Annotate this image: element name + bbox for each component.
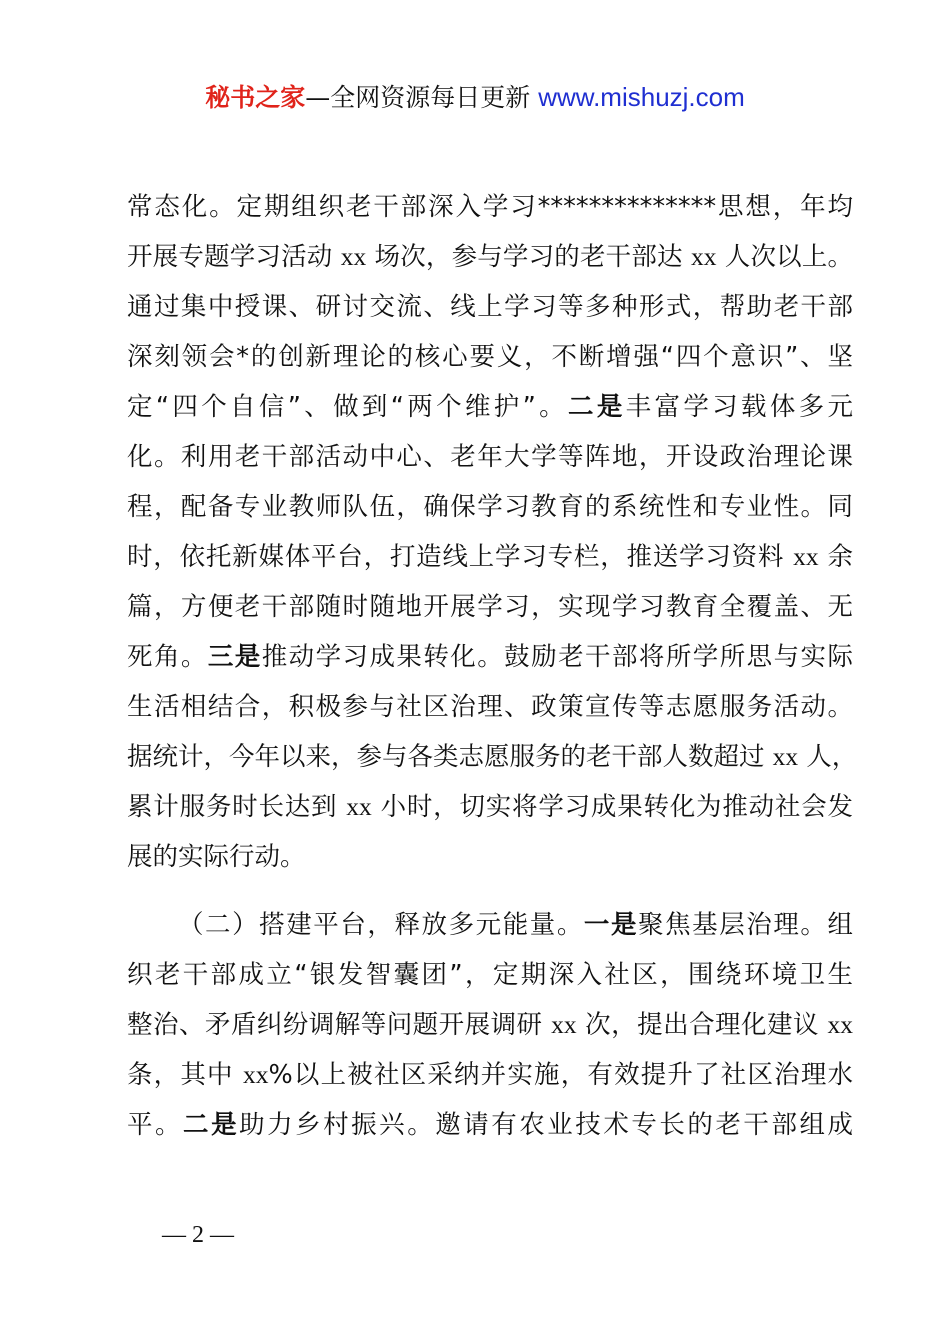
text-line [127, 1100, 853, 1150]
text-line [127, 832, 853, 882]
text-segment: 推动学习成果转化。鼓励老干部将所学所思与实际 [261, 642, 853, 672]
text-segment: 整治、矛盾纠纷调解等问题开展调研 xx 次，提出合理化建议 xx [127, 1010, 853, 1040]
text-segment: （二）搭建平台，释放多元能量。 [178, 910, 584, 940]
text-segment: 展的实际行动。 [127, 842, 306, 872]
text-segment: 助力乡村振兴。邀请有农业技术专长的老干部组成 [239, 1110, 853, 1140]
text-segment: 开展专题学习活动 xx 场次，参与学习的老干部达 xx 人次以上。 [127, 242, 853, 272]
brand-name: 秘书之家 [205, 83, 306, 112]
text-line [127, 382, 853, 432]
text-segment: 化。利用老干部活动中心、老年大学等阵地，开设政治理论课 [127, 442, 853, 472]
text-line [127, 632, 853, 682]
text-segment: 条，其中 xx%以上被社区采纳并实施，有效提升了社区治理水 [127, 1060, 854, 1090]
text-segment: 通过集中授课、研讨交流、线上学习等多种形式，帮助老干部 [127, 292, 853, 322]
page-header [0, 80, 950, 115]
text-segment: 生活相结合，积极参与社区治理、政策宣传等志愿服务活动。 [127, 692, 853, 722]
paragraph-1 [127, 182, 858, 882]
text-segment: 时，依托新媒体平台，打造线上学习专栏，推送学习资料 xx 余 [127, 542, 854, 572]
text-line [127, 282, 853, 332]
paragraph-2 [127, 900, 853, 1150]
text-segment: 定“四个自信”、做到“两个维护”。 [127, 392, 568, 422]
text-line [127, 1000, 853, 1050]
text-segment: 篇，方便老干部随时随地开展学习，实现学习教育全覆盖、无 [127, 592, 853, 622]
text-segment: 深刻领会*的创新理论的核心要义，不断增强“四个意识”、坚 [127, 342, 853, 372]
text-line [127, 1050, 853, 1100]
document-body [127, 182, 858, 1150]
text-segment: 丰富学习载体多元 [625, 392, 853, 422]
page-number: — 2 — [162, 1222, 234, 1248]
text-line [127, 232, 853, 282]
text-segment: 聚焦基层治理。组 [638, 910, 853, 940]
text-line [127, 732, 858, 782]
text-segment: 常态化。定期组织老干部深入学习**************思想，年均 [127, 192, 853, 222]
header-url[interactable]: www.mishuzj.com [538, 82, 745, 112]
text-line [127, 582, 853, 632]
text-line [127, 900, 853, 950]
header-slogan: —全网资源每日更新 [305, 83, 531, 112]
text-line [127, 482, 853, 532]
text-segment: 平。 [127, 1110, 184, 1140]
text-line [127, 182, 853, 232]
text-line [127, 332, 853, 382]
text-segment: 据统计，今年以来，参与各类志愿服务的老干部人数超过 xx 人， [127, 742, 858, 772]
keyword-bold: 二是 [567, 392, 626, 422]
keyword-bold: 一是 [583, 910, 639, 940]
text-line [127, 532, 853, 582]
text-line [127, 950, 853, 1000]
keyword-bold: 三是 [207, 642, 262, 672]
text-line [127, 432, 853, 482]
text-line [127, 682, 853, 732]
keyword-bold: 二是 [183, 1110, 240, 1140]
text-segment: 织老干部成立“银发智囊团”，定期深入社区，围绕环境卫生 [127, 960, 853, 990]
text-segment: 死角。 [127, 642, 208, 672]
text-line [127, 782, 853, 832]
text-segment: 程，配备专业教师队伍，确保学习教育的系统性和专业性。同 [127, 492, 853, 522]
text-segment: 累计服务时长达到 xx 小时，切实将学习成果转化为推动社会发 [127, 792, 853, 822]
